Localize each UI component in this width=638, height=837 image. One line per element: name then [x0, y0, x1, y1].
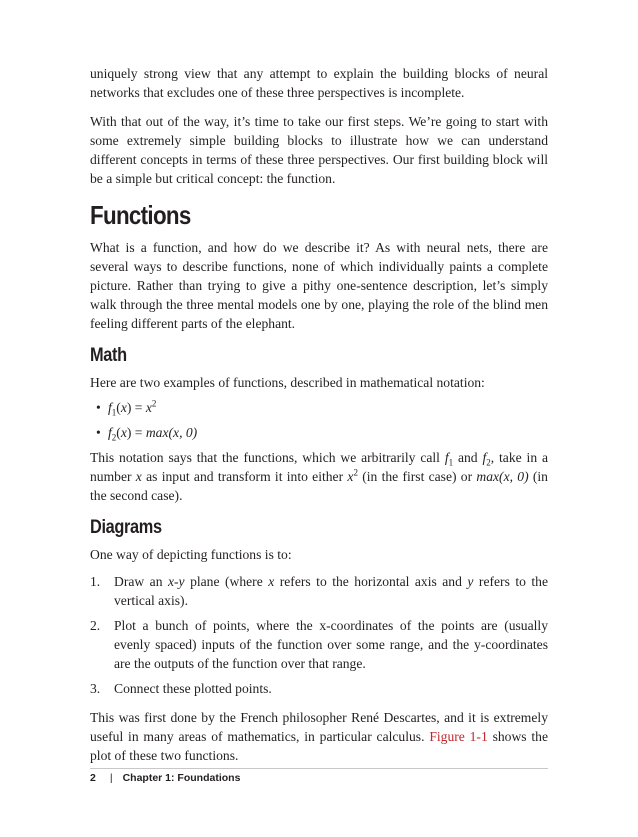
math-explanation: This notation says that the functions, which we arbitrarily call $f_1$ and $f_2$, take in a number x as input and transform it into either $x^2$ (in the first case) or max(x, 0) (in the second case). [90, 450, 549, 503]
list-item: 3. Connect these plotted points. [90, 681, 272, 696]
chapter-title: Chapter 1: Foundations [122, 772, 241, 784]
list-item: • $f_2(x) = \max(x$, 0) [96, 425, 198, 443]
bullet-icon: • [96, 400, 101, 415]
page-footer [90, 772, 240, 784]
intro-paragraph-1: uniquely strong view that any attempt to explain the building blocks of neural networks that excludes one of these three perspectives is incomplete. [90, 66, 548, 100]
footer-divider [90, 768, 548, 769]
figure-link[interactable]: Figure 1-1 [429, 729, 488, 744]
bullet-icon: • [96, 425, 101, 440]
math-intro: Here are two examples of functions, described in mathematical notation: [90, 375, 485, 390]
subsection-heading-diagrams: Diagrams [90, 517, 162, 538]
page-number: 2 [90, 772, 96, 784]
function-examples-list [90, 398, 548, 442]
intro-paragraph-2: With that out of the way, it’s time to take our first steps. We’re going to start with some extremely simple building blocks to illustrate how we can understand different concepts in terms of these three perspectives. Our first building block will be a simple but critical concept: the function. [90, 114, 548, 186]
diagrams-closing-paragraph: This was first done by the French philosopher René Descartes, and it is extremely useful in many areas of mathematics, in particular calculus. Figure 1-1 shows the plot of these two functions. [90, 710, 548, 763]
section-heading-functions: Functions [90, 200, 191, 230]
footer-separator: | [109, 772, 113, 784]
subsection-heading-math: Math [90, 345, 127, 366]
list-item: 2. Plot a bunch of points, where the x-coordinates of the points are (usually evenly spaced) inputs of the function over some range, and the y-coordinates are the outputs of the function over that range. [90, 618, 548, 671]
page-body [90, 64, 548, 765]
list-item: • $f_1(x) = x^2$ [96, 398, 157, 418]
diagrams-intro: One way of depicting functions is to: [90, 547, 292, 562]
list-item: 1. Draw an x-y plane (where x refers to the horizontal axis and y refers to the vertical axis). [90, 574, 548, 608]
diagram-steps-list [90, 572, 548, 698]
functions-paragraph: What is a function, and how do we describe it? As with neural nets, there are several ways to describe functions, none of which individually paints a complete picture. Rather than trying to give a pithy one-sentence description, let’s simply walk through the three mental models one by one, playing the role of the blind men feeling different parts of the elephant. [90, 240, 548, 331]
